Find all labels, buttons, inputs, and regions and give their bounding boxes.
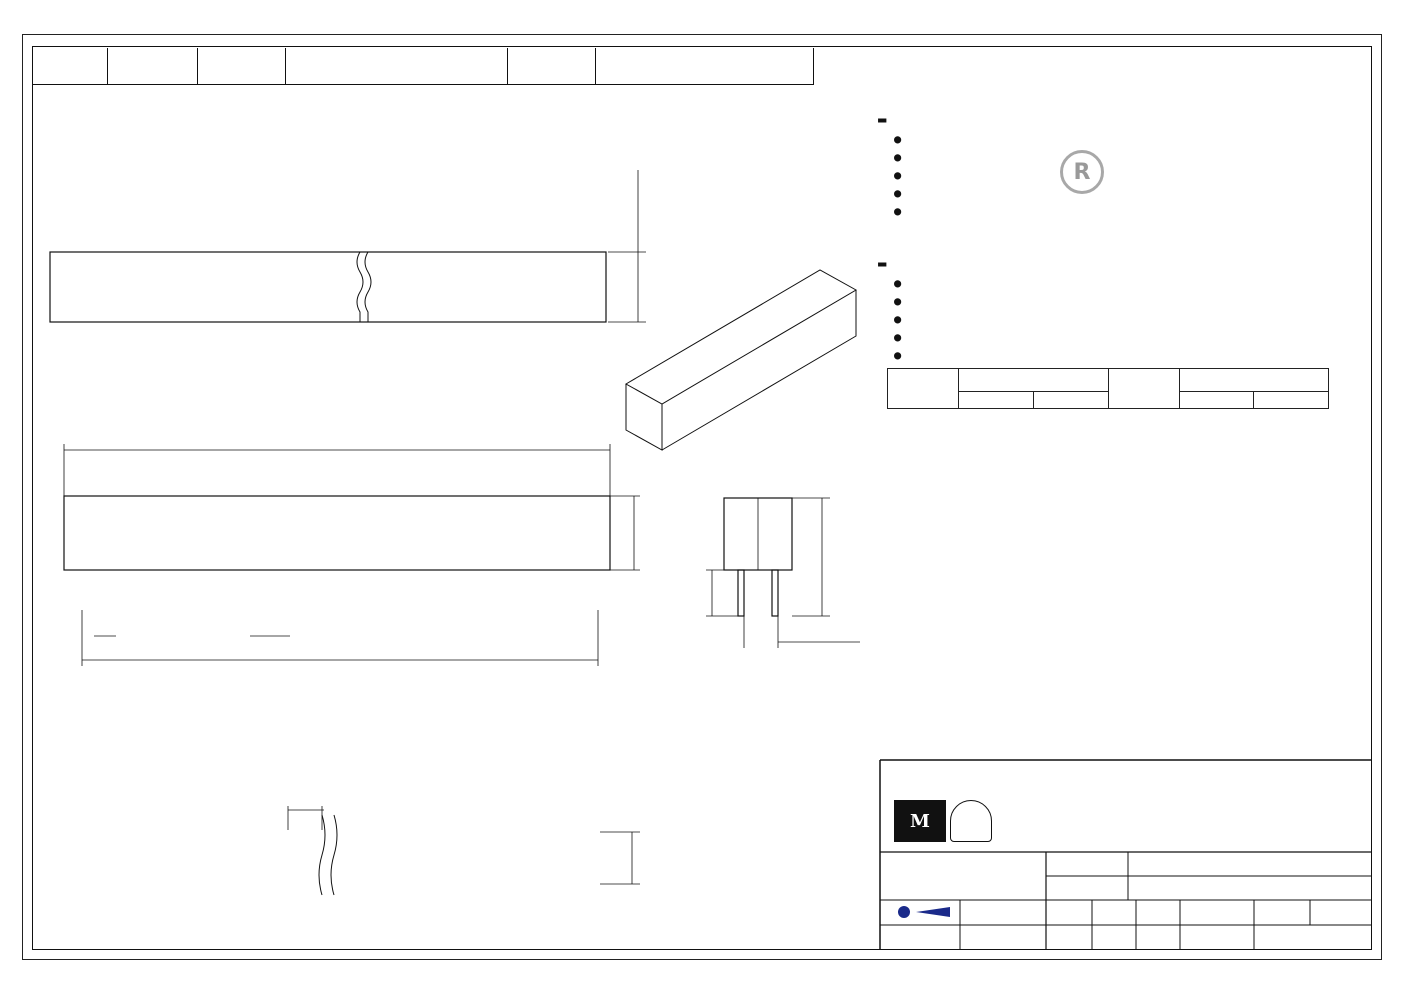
ukas-cert-logo bbox=[950, 800, 992, 842]
col-a-header bbox=[1179, 392, 1254, 409]
spec-item: ● bbox=[894, 348, 902, 362]
dimension-header bbox=[1179, 369, 1329, 392]
registered-mark-icon: R bbox=[1060, 150, 1104, 194]
spec-item: ● bbox=[894, 276, 902, 290]
material-section bbox=[878, 112, 901, 220]
dimension-table bbox=[887, 368, 1329, 409]
col-b-header bbox=[1033, 392, 1108, 409]
col-b-header bbox=[1254, 392, 1329, 409]
material-item: ● bbox=[894, 204, 902, 218]
section-bar-icon: ▬ bbox=[878, 112, 887, 128]
moody-cert-logo: M bbox=[894, 800, 946, 842]
material-item: ● bbox=[894, 132, 902, 146]
material-item: ● bbox=[894, 168, 902, 182]
pin-number-header bbox=[888, 369, 959, 409]
pin-number-header bbox=[1108, 369, 1179, 409]
dimension-header bbox=[959, 369, 1109, 392]
col-a-header bbox=[959, 392, 1034, 409]
material-item: ● bbox=[894, 186, 902, 200]
specification-section bbox=[878, 256, 901, 364]
spec-item: ● bbox=[894, 312, 902, 326]
section-bar-icon: ▬ bbox=[878, 256, 887, 272]
isometric-view bbox=[626, 270, 856, 450]
spec-item: ● bbox=[894, 330, 902, 344]
top-view-body bbox=[50, 252, 606, 322]
spec-item: ● bbox=[894, 294, 902, 308]
material-item: ● bbox=[894, 150, 902, 164]
